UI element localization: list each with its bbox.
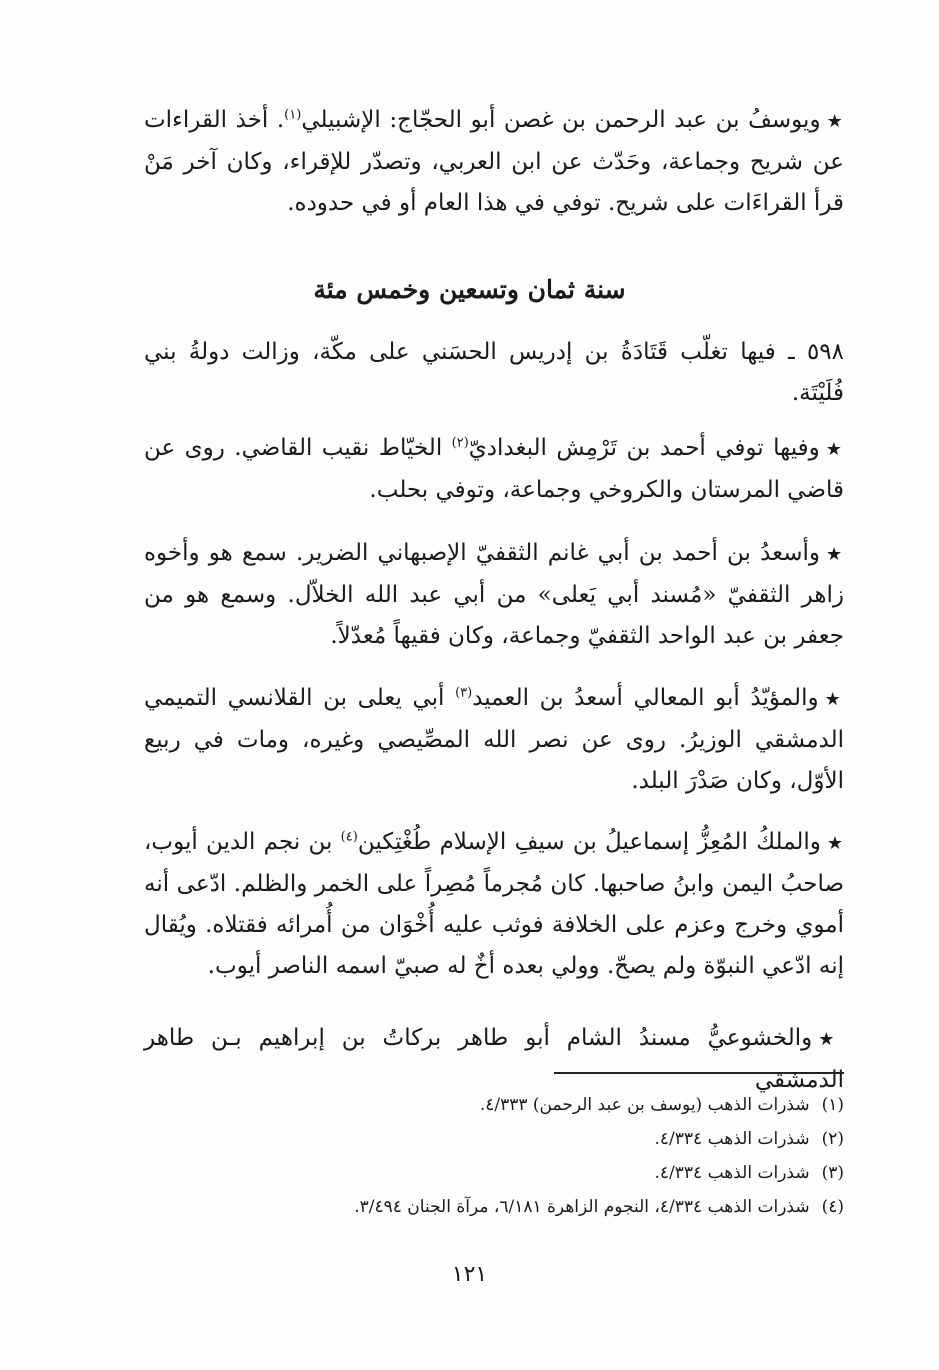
footnote-ref: (٢) [451, 435, 469, 451]
footnote-number: (٤) [821, 1197, 844, 1217]
paragraph-text: وفيها توفي أحمد بن تَرْمِش البغداديّ [468, 435, 820, 461]
footnote [144, 1190, 844, 1224]
star-icon: ★ [825, 439, 844, 460]
paragraph-text: وأسعدُ بن أحمد بن أبي غانم الثقفيّ الإصبهاني الضرير. سمع هو وأخوه زاهر الثقفيّ «مُسند أبي يَعلى» من أبي عبد الله الخلاّل. وسمع هو من جعفر بن عبد الواحد الثقفيّ وجماعة، وكان فقيهاً مُعدّلاً. [144, 540, 844, 649]
star-icon: ★ [824, 689, 845, 710]
star-icon: ★ [826, 111, 844, 132]
footnote-separator [554, 1072, 844, 1074]
star-icon: ★ [818, 1029, 844, 1050]
footnote-text: شذرات الذهب (يوسف بن عبد الرحمن) ٤/٣٣٣. [479, 1095, 810, 1115]
footnote-number: (١) [821, 1095, 844, 1115]
paragraph [144, 822, 844, 987]
footnote-text: شذرات الذهب ٤/٣٣٤، النجوم الزاهرة ٦/١٨١، مرآة الجنان ٣/٤٩٤. [354, 1197, 810, 1217]
paragraph-text: ويوسفُ بن عبد الرحمن بن غصن أبو الحجّاج: الإشبيلي [301, 107, 821, 133]
paragraph-text: والملكُ المُعِزُّ إسماعيلُ بن سيفِ الإسلام طُغْتِكين [357, 829, 821, 855]
page-number: ١٢١ [451, 1262, 488, 1287]
paragraph [144, 533, 844, 657]
star-icon: ★ [826, 544, 844, 565]
paragraph-text: الخيّاط نقيب القاضي. روى عن قاضي المرستان والكروخي وجماعة، وتوفي بحلب. [144, 435, 844, 503]
paragraph [144, 100, 844, 224]
event-598 [144, 332, 844, 414]
footnote-text: شذرات الذهب ٤/٣٣٤. [654, 1129, 810, 1149]
footnote [144, 1122, 844, 1156]
paragraph-text: أبي يعلى بن القلانسي التميمي الدمشقي الوزيرُ. روى عن نصر الله المصِّيصي وغيره، ومات في ربيع الأوّل، وكان صَدْرَ البلد. [144, 685, 844, 794]
star-icon: ★ [826, 833, 844, 854]
footnote-number: (٢) [821, 1129, 844, 1149]
year-heading: سنة ثمان وتسعين وخمس مئة [313, 275, 626, 304]
paragraph-text: بن نجم الدين أيوب، صاحبُ اليمن وابنُ صاحبها. كان مُجرماً مُصِراً على الخمر والظلم. ادّعى أنه أموي وخرج وعزم على الخلافة فوثب عليه أُخْوَان من أُمرائه فقتلاه. ويُقال إنه ادّعي النبوّة ولم يصحّ. وولي بعده أخٌ له صبيّ اسمه الناصر أيوب. [144, 829, 844, 979]
footnote-ref: (٣) [455, 685, 473, 701]
event-text: ٥٩٨ ـ فيها تغلّب قَتَادَةُ بن إدريس الحسَني على مكّة، وزالت دولةُ بني فُلَيْتَة. [144, 339, 844, 406]
entry-yusuf [144, 100, 844, 224]
footnote-ref: (٤) [340, 829, 358, 845]
footnote [144, 1156, 844, 1190]
footnote-ref: (١) [284, 107, 302, 123]
entry-ahmad [144, 428, 844, 511]
entry-asad [144, 533, 844, 657]
footnote-text: شذرات الذهب ٤/٣٣٤. [654, 1163, 810, 1183]
footnotes [144, 1088, 844, 1224]
paragraph-text: والخشوعيُّ مسندُ الشام أبو طاهر بركاتُ بن إبراهيم بـن طاهر الدمشقي [144, 1025, 844, 1093]
footnote-number: (٣) [821, 1163, 844, 1183]
entry-muayyad [144, 678, 844, 802]
paragraph-text: . أخذ القراءات عن شريح وجماعة، وحَدّث عن ابن العربي، وتصدّر للإقراء، وكان آخر مَنْ قرأ القراءَات على شريح. توفي في هذا العام أو في حدوده. [144, 107, 844, 216]
paragraph-text: والمؤيّدُ أبو المعالي أسعدُ بن العميد [472, 685, 819, 711]
paragraph [144, 678, 844, 802]
footnote [144, 1088, 844, 1122]
entry-muizz [144, 822, 844, 987]
paragraph [144, 428, 844, 511]
